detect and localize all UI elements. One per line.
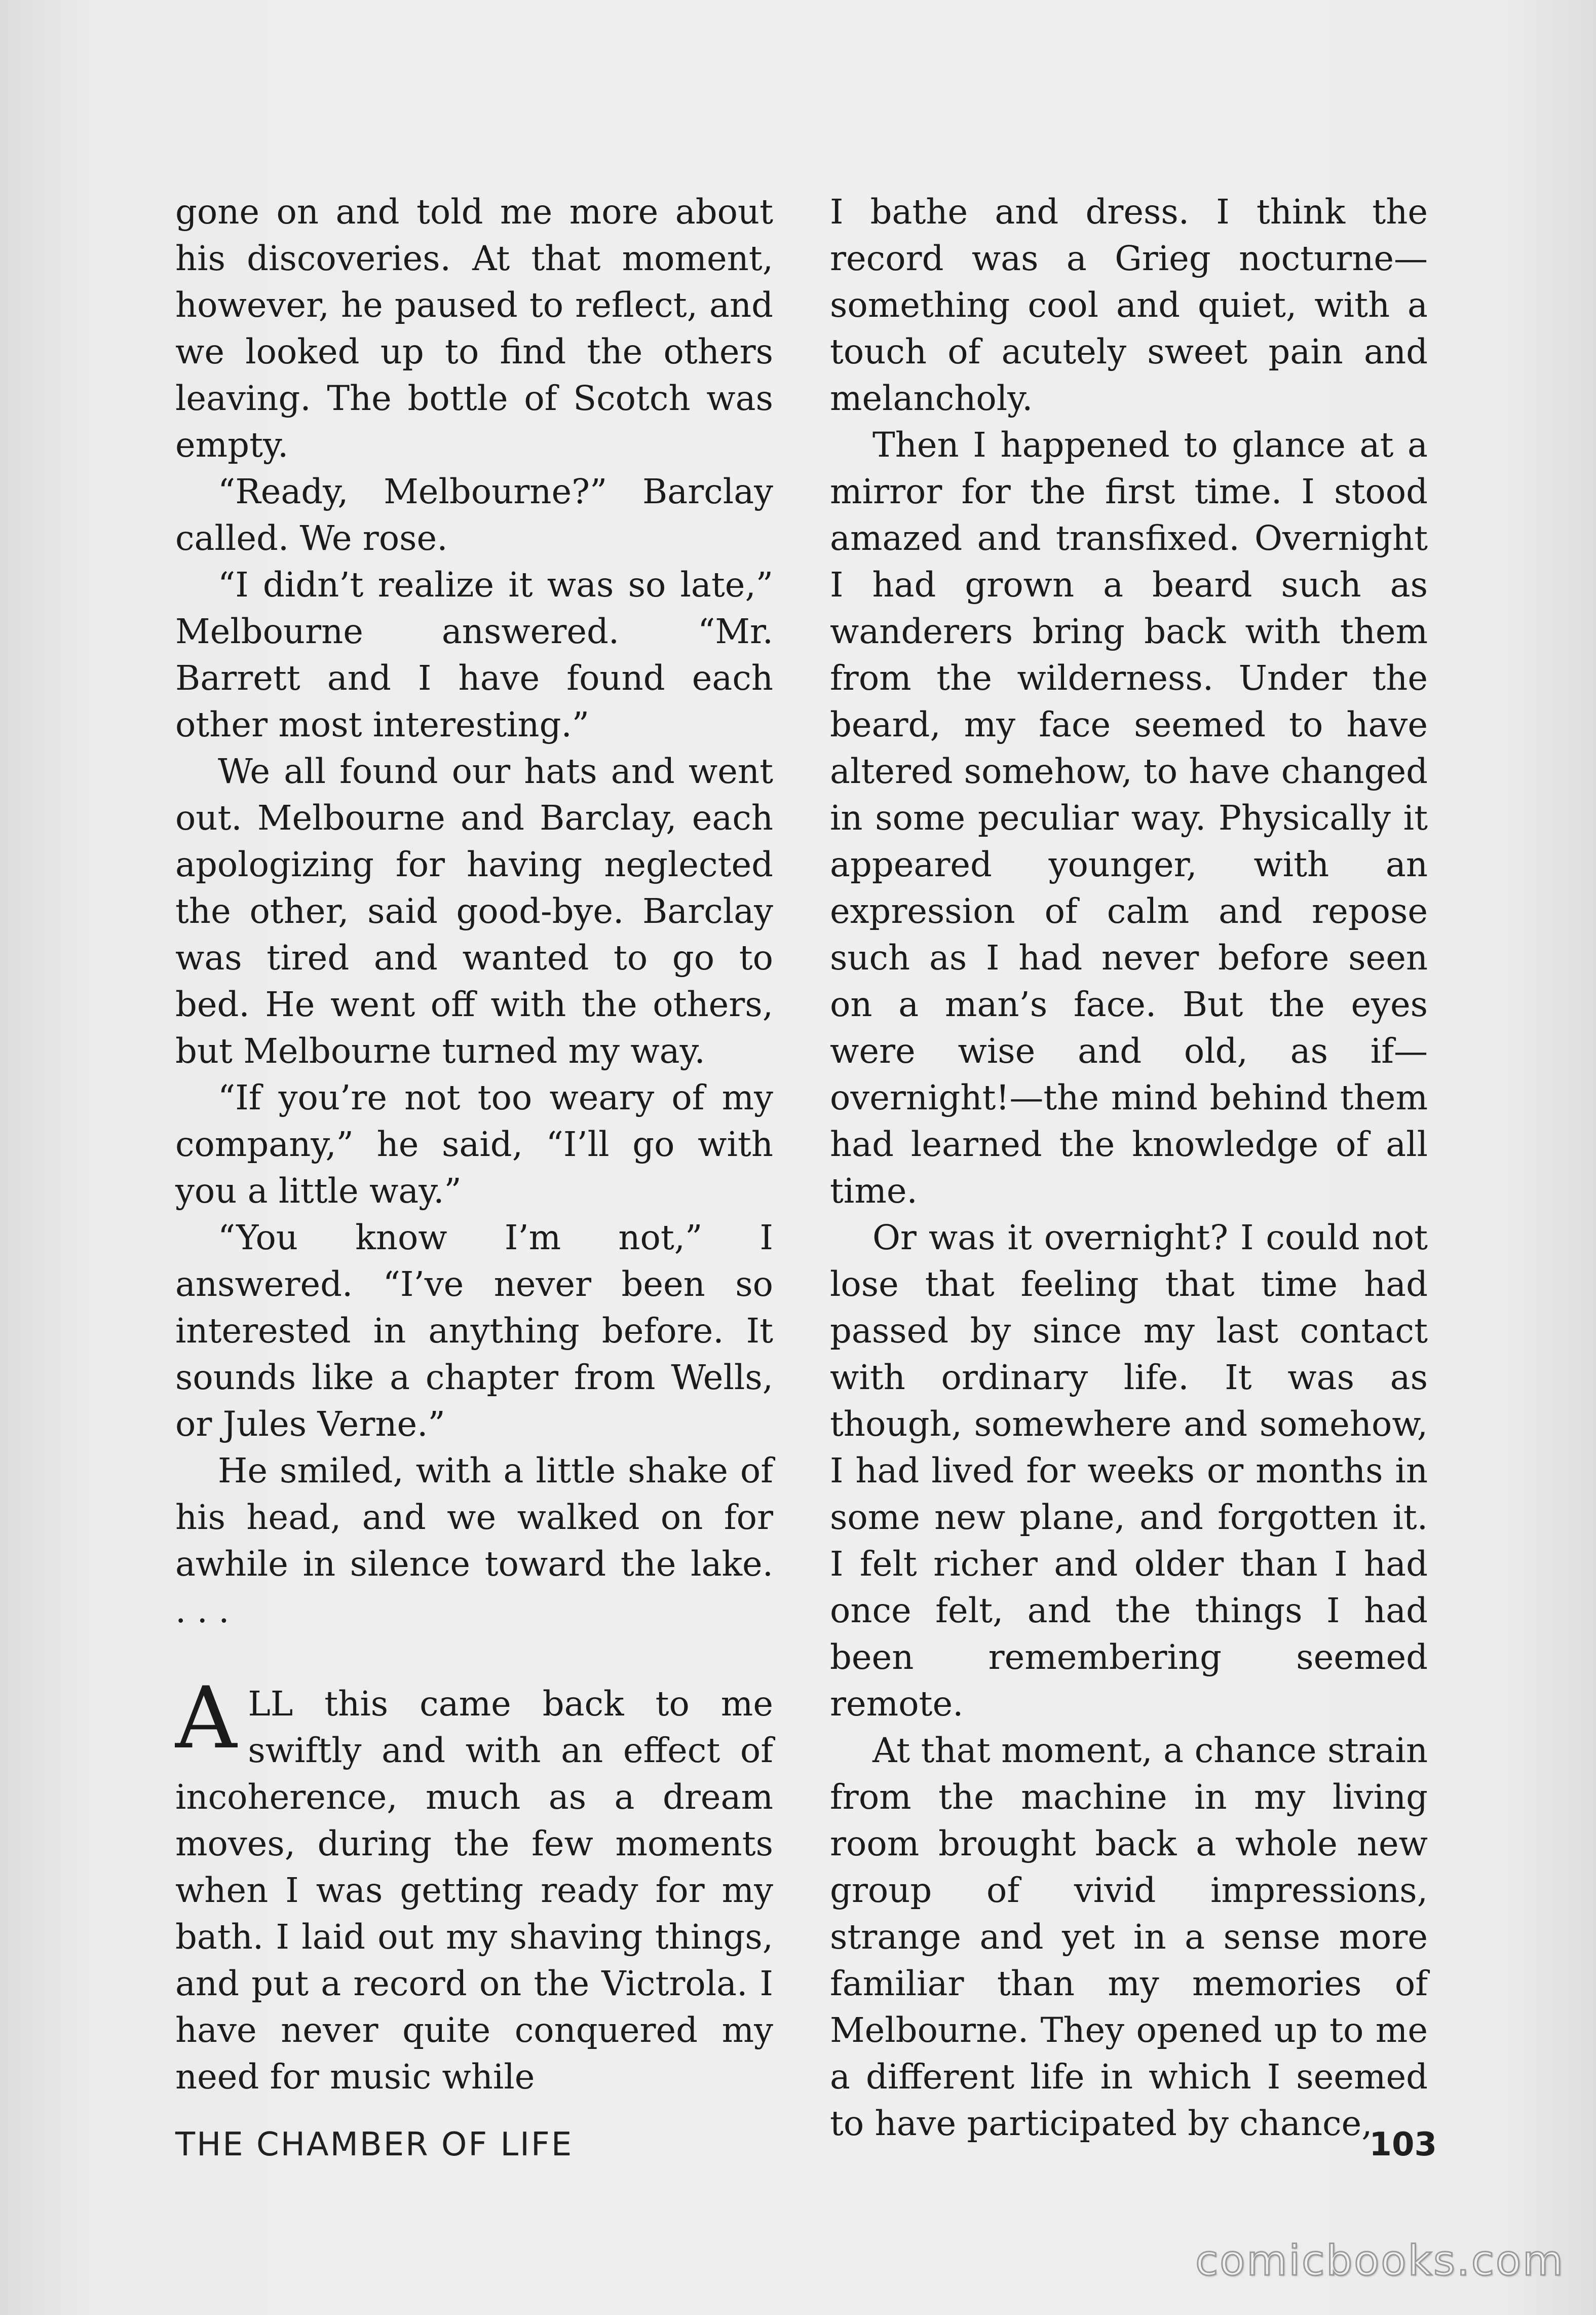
left-text-column <box>175 189 773 2100</box>
paragraph: “Ready, Melbourne?” Barclay called. We rose. <box>175 472 773 558</box>
paragraph: “You know I’m not,” I answered. “I’ve never been so interested in anything before. It sounds like a chapter from Wells, or Jules Verne.” <box>175 1218 773 1444</box>
paragraph: Then I happened to glance at a mirror for the first time. I stood amazed and transfixed. Overnight I had grown a beard such as wanderers bring back with them from the wilderness. Under the beard, my face seemed to have altered somehow, to have changed in some peculiar way. Physically it appeared younger, with an expression of calm and repose such as I had never before seen on a man’s face. But the eyes were wise and old, as if—overnight!—the mind behind them had learned the knowledge of all time. <box>830 425 1428 1211</box>
paragraph: I bathe and dress. I think the record was a Grieg nocturne—something cool and quiet, with a touch of acutely sweet pain and melancholy. <box>830 192 1428 418</box>
paragraph: At that moment, a chance strain from the machine in my living room brought back a whole new group of vivid impressions, strange and yet in a sense more familiar than my memories of Melbourne. They opened up to me a different life in which I seemed to have participated by chance, <box>830 1731 1428 2143</box>
drop-cap: A <box>175 1668 237 1768</box>
section-start-paragraph <box>175 1668 773 2100</box>
paragraph: “If you’re not too weary of my company,” he said, “I’ll go with you a little way.” <box>175 1078 773 1211</box>
right-text-column <box>830 189 1428 2147</box>
paragraph: He smiled, with a little shake of his head, and we walked on for awhile in silence toward the lake. . . . <box>175 1451 773 1630</box>
paragraph: Or was it overnight? I could not lose that feeling that time had passed by since my last contact with ordinary life. It was as though, somewhere and somehow, I had lived for weeks or months in some new plane, and forgotten it. I felt richer and older than I had once felt, and the things I had been remembering seemed remote. <box>830 1218 1428 1724</box>
section-text: LL this came back to me swiftly and with an effect of incoherence, much as a dream moves, during the few moments when I was getting ready for my bath. I laid out my shaving things, and put a record on the Victrola. I have never quite conquered my need for music while <box>175 1684 773 2097</box>
page-footer <box>175 2126 1437 2172</box>
paragraph: gone on and told me more about his discoveries. At that moment, however, he paused to reflect, and we looked up to find the others leaving. The bottle of Scotch was empty. <box>175 192 773 465</box>
running-title: THE CHAMBER OF LIFE <box>175 2126 574 2163</box>
paragraph: “I didn’t realize it was so late,” Melbourne answered. “Mr. Barrett and I have found each other most interesting.” <box>175 565 773 744</box>
page-number: 103 <box>1369 2126 1437 2163</box>
paragraph: We all found our hats and went out. Melbourne and Barclay, each apologizing for having neglected the other, said good-bye. Barclay was tired and wanted to go to bed. He went off with the others, but Melbourne turned my way. <box>175 752 773 1071</box>
watermark: comicbooks.com <box>1195 2237 1565 2285</box>
